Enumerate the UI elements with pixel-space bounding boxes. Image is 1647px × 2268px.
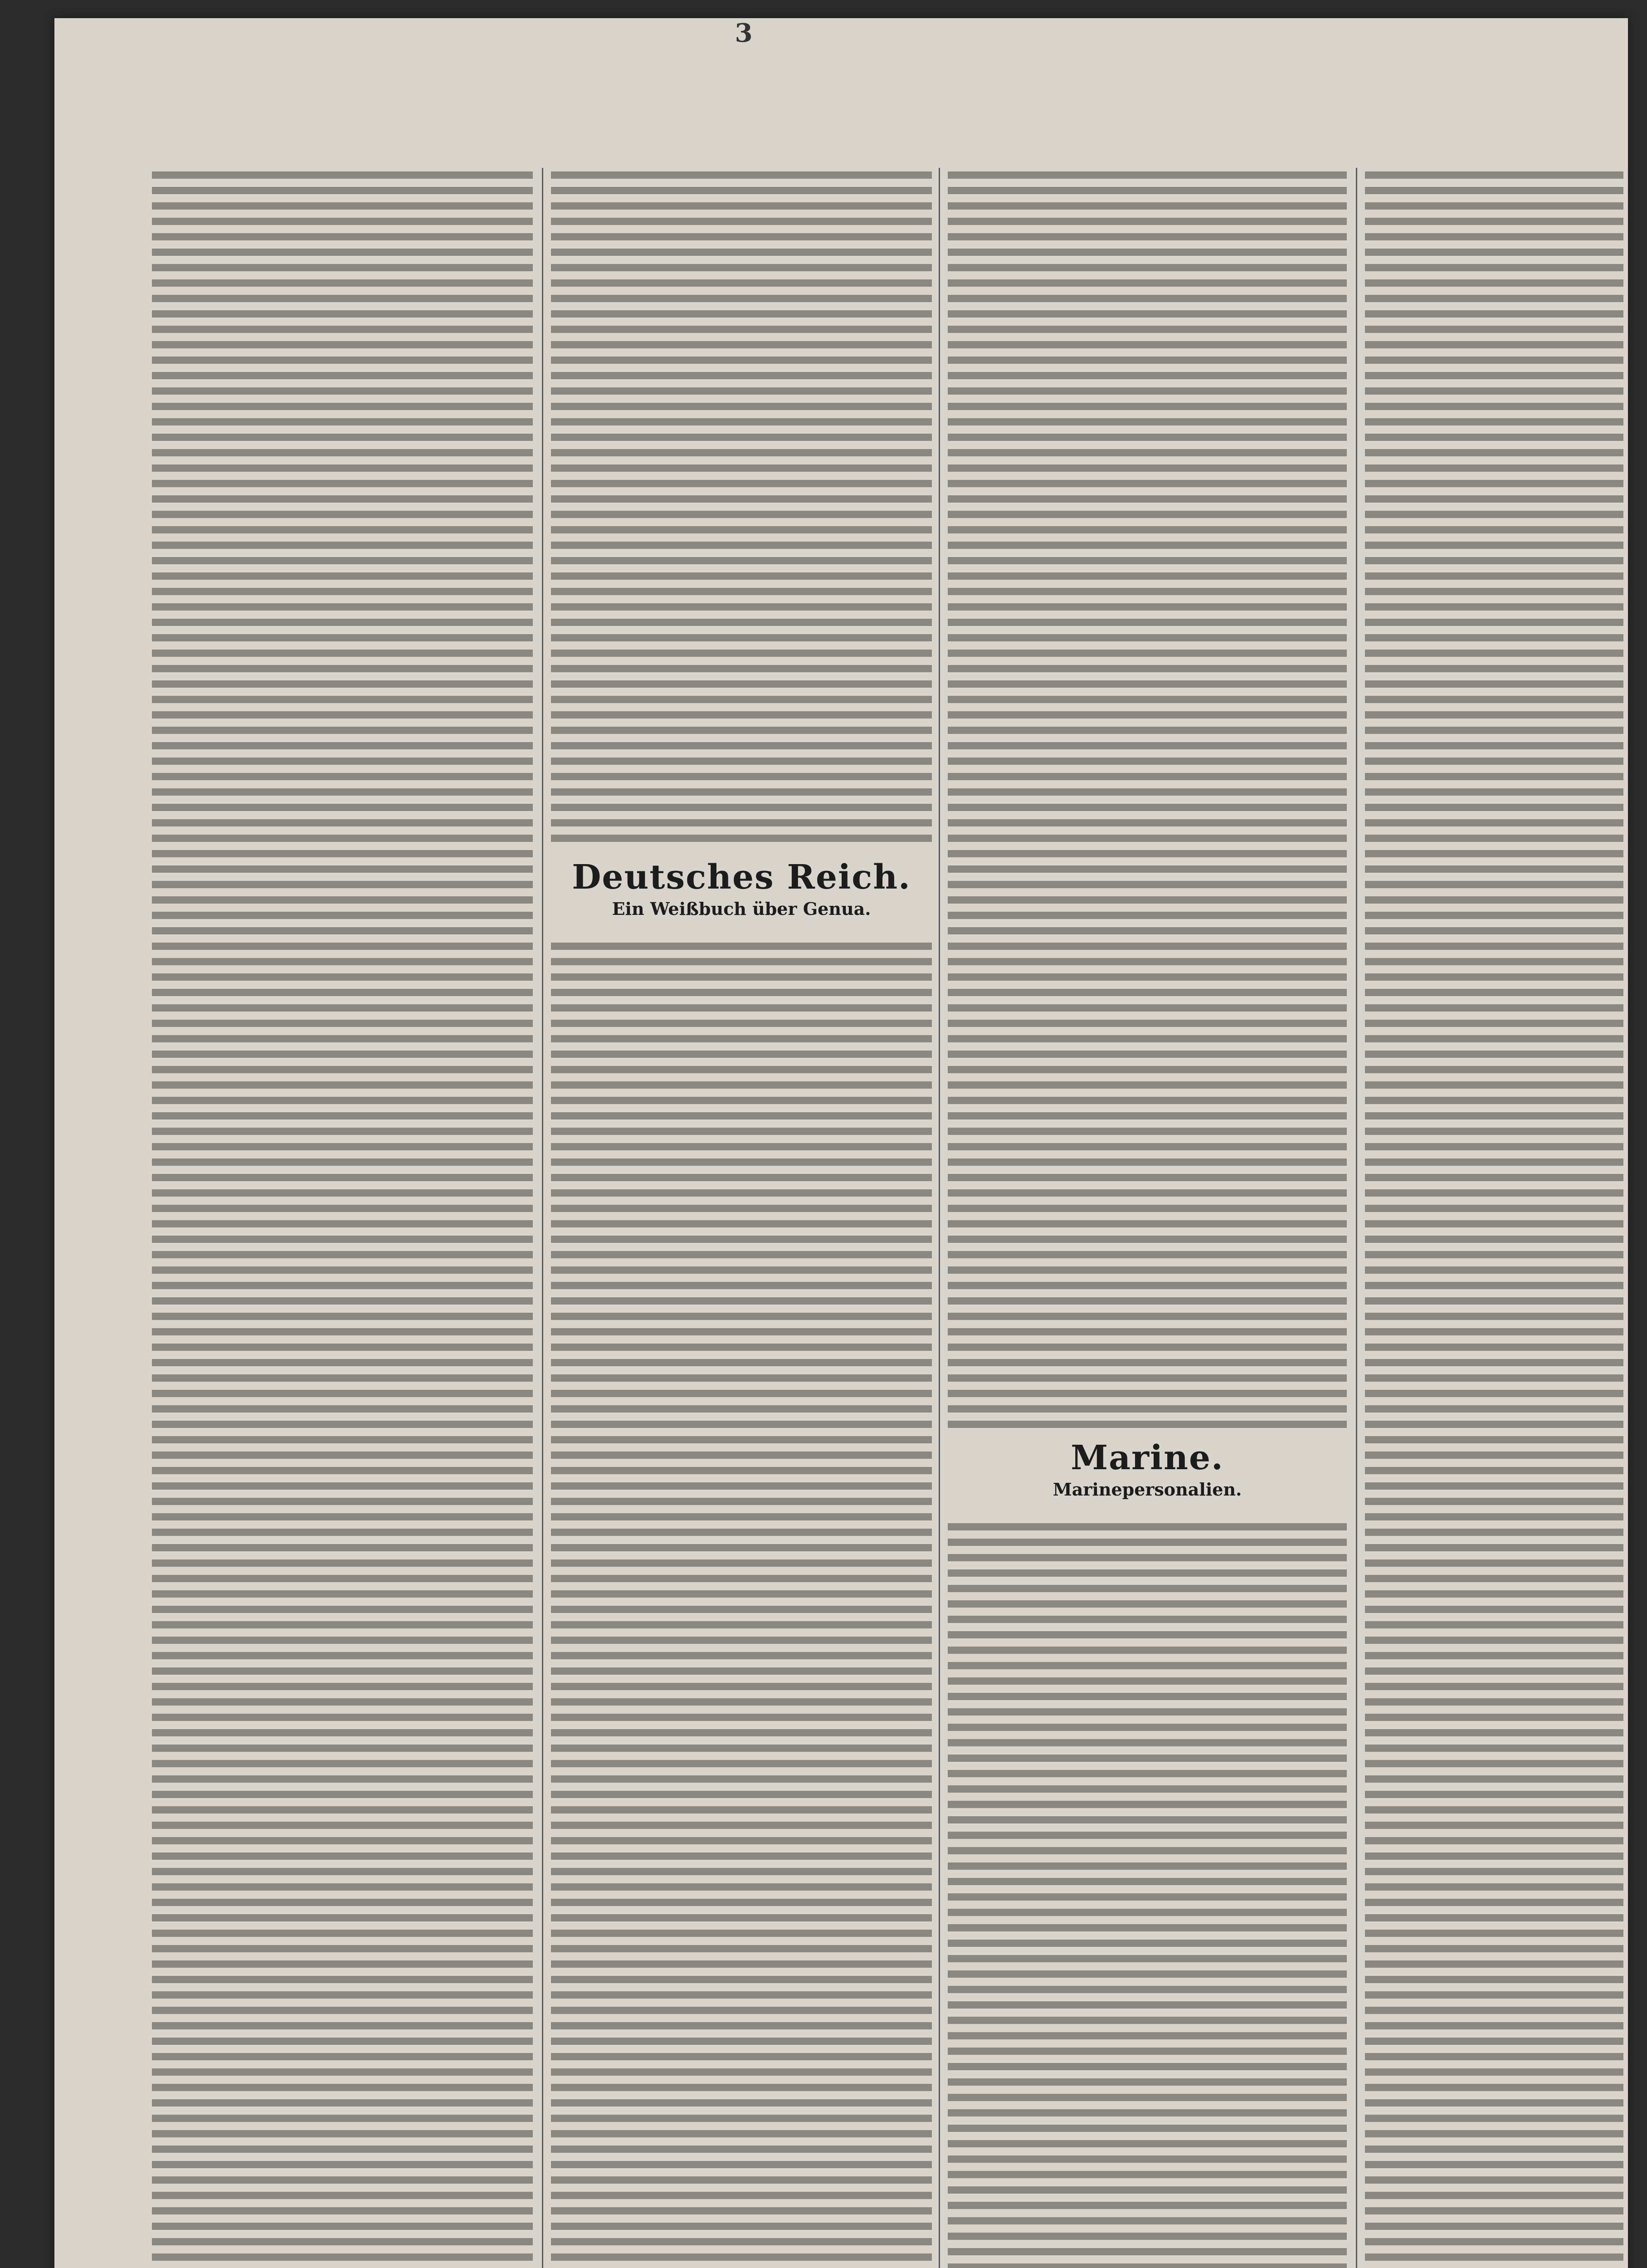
column-text-placeholder <box>1365 168 1623 2268</box>
column-rule <box>542 168 543 2268</box>
column-2 <box>546 168 936 2268</box>
column-text-placeholder <box>551 939 932 2268</box>
section-heading-deutsches-reich <box>546 857 936 930</box>
section-subhead: Marinepersonalien. <box>1053 1479 1242 1500</box>
column-text-placeholder <box>948 168 1347 1429</box>
section-headline: Marine. <box>1071 1438 1224 1477</box>
page-number: 3 <box>735 18 753 48</box>
column-text-placeholder <box>948 1520 1347 2268</box>
column-rule <box>1356 168 1357 2268</box>
section-headline: Deutsches Reich. <box>572 858 911 897</box>
column-text-placeholder <box>152 168 533 2268</box>
column-text-placeholder <box>551 168 932 848</box>
section-heading-marine <box>943 1438 1351 1510</box>
column-3 <box>943 168 1351 2268</box>
column-1 <box>147 168 537 2268</box>
section-subhead: Ein Weißbuch über Genua. <box>612 898 871 919</box>
column-rule <box>939 168 940 2268</box>
newspaper-page <box>54 18 1628 2268</box>
column-4 <box>1360 168 1628 2268</box>
